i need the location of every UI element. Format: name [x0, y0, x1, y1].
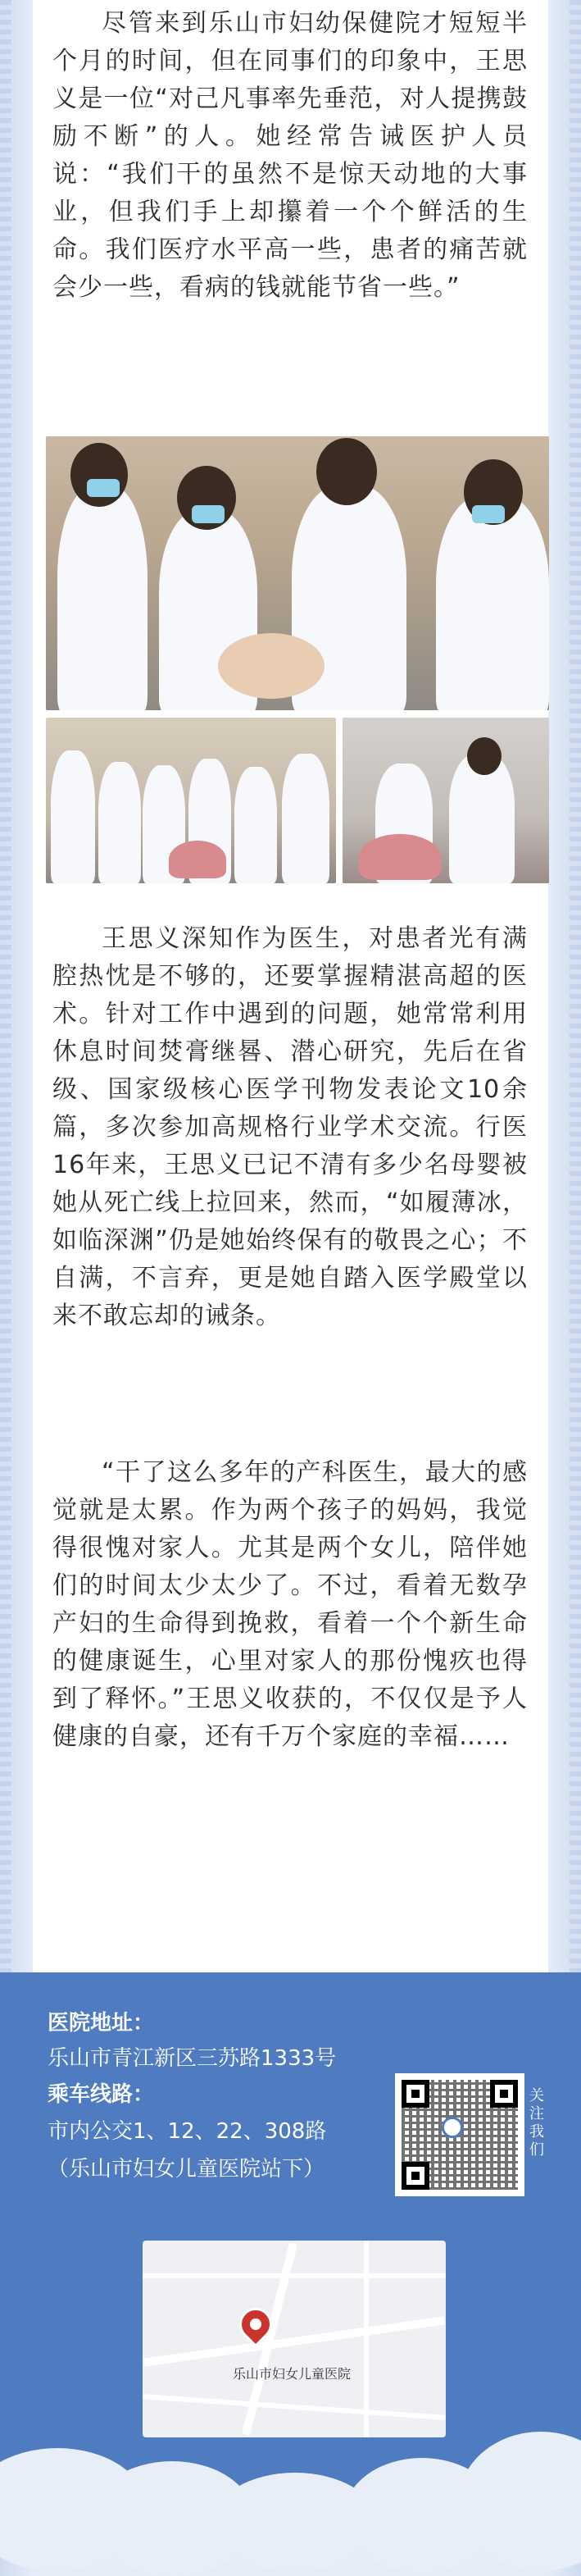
nurse-head	[316, 438, 377, 505]
route-value: 市内公交1、12、22、308路	[48, 2119, 327, 2144]
nurse-figure	[234, 767, 277, 883]
nurse-figure	[51, 750, 95, 883]
nurse-figure	[57, 486, 148, 710]
route-stop: （乐山市妇女儿童医院站下）	[48, 2157, 325, 2182]
address-label: 医院地址：	[48, 2011, 155, 2036]
map-pin-label: 乐山市妇女儿童医院	[233, 2366, 352, 2382]
qr-finder	[402, 2162, 429, 2190]
map-road	[143, 2273, 446, 2278]
nurse-figure	[282, 754, 329, 883]
hospital-logo-icon	[442, 2117, 463, 2138]
article-paragraph-2: 王思义深知作为医生，对患者光有满腔热忱是不够的，还要掌握精湛高超的医术。针对工作中遇到的问题，她常常利用休息时间焚膏继晷、潜心研究，先后在省级、国家级核心医学刊物发表论文10余篇，多次参加高规格行业学术交流。行医16年来，王思义已记不清有多少名母婴被她从死亡线上拉回来，然而，“如履薄冰，如临深渊”仍是她始终保有的敬畏之心；不自满，不言弃，更是她自踏入医学殿堂以来不敢忘却的诫条。	[52, 924, 528, 1330]
face-mask	[87, 479, 120, 497]
article-paragraph-1: 尽管来到乐山市妇幼保健院才短短半个月的时间，但在同事们的印象中，王思义是一位“对己凡事率先垂范，对人提携鼓励不断”的人。她经常告诫医护人员说：“我们干的虽然不是惊天动地的大事业，但我们手上却攥着一个个鲜活的生命。我们医疗水平高一些，患者的痛苦就会少一些，看病的钱就能节省一些。”	[52, 9, 528, 302]
map-pin-dot	[250, 2318, 261, 2330]
nurse-figure	[98, 762, 141, 883]
qr-finder	[402, 2080, 429, 2108]
address-value: 乐山市青江新区三苏路1333号	[48, 2046, 337, 2071]
nurse-figure	[436, 495, 549, 710]
training-photo	[46, 436, 549, 710]
follow-us-caption: 关注我们	[529, 2087, 544, 2159]
cloud-base	[0, 2497, 581, 2546]
map-road	[143, 2316, 445, 2366]
nurse-head	[467, 737, 502, 775]
training-model	[169, 841, 226, 878]
qr-code[interactable]	[395, 2073, 524, 2196]
face-mask	[472, 505, 505, 523]
qr-finder	[490, 2080, 518, 2108]
demonstration-photo	[343, 718, 549, 883]
cloud-decoration	[0, 2407, 581, 2533]
route-label: 乘车线路：	[48, 2082, 155, 2107]
training-mannequin	[218, 633, 325, 699]
group-training-photo	[46, 718, 336, 883]
nurse-head	[70, 443, 128, 507]
training-model	[359, 834, 441, 880]
article-paragraph-3: “干了这么多年的产科医生，最大的感觉就是太累。作为两个孩子的妈妈，我觉得很愧对家人。尤其是两个女儿，陪伴她们的时间太少太少了。不过，看着无数孕产妇的生命得到挽救，看着一个个新生命的健康诞生，心里对家人的那份愧疚也得到了释怀。”王思义收获的，不仅仅是予人健康的自豪，还有千万个家庭的幸福……	[52, 1458, 528, 1751]
face-mask	[192, 505, 225, 523]
